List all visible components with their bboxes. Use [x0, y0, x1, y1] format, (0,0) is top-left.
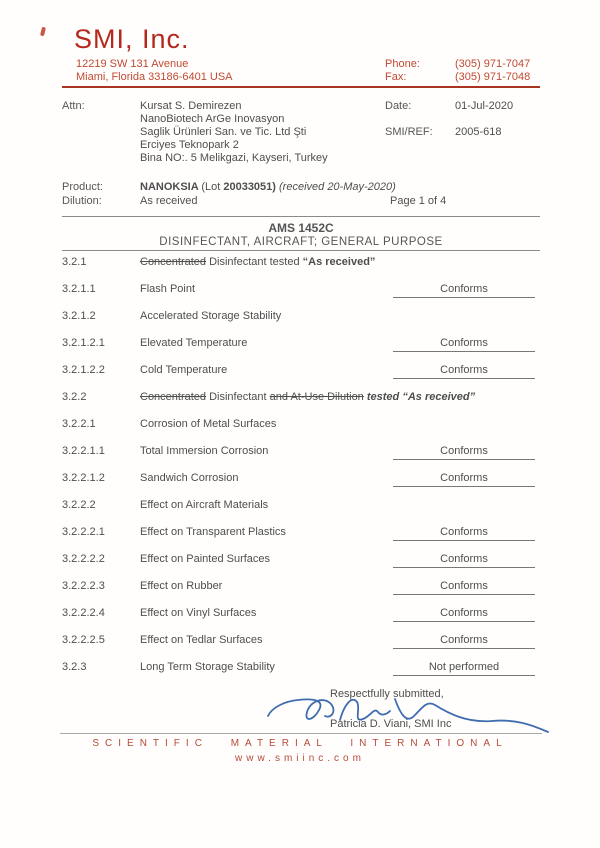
test-number: 3.2.1	[62, 256, 87, 268]
test-number: 3.2.2.2.3	[62, 580, 105, 592]
table-row	[62, 580, 540, 607]
text-segment: Total Immersion Corrosion	[140, 445, 269, 457]
test-description	[140, 661, 275, 673]
table-row	[62, 256, 540, 283]
test-result: Conforms	[393, 364, 535, 379]
test-description	[140, 580, 222, 592]
test-result: Conforms	[393, 283, 535, 298]
date-label: Date:	[385, 100, 412, 112]
table-row	[62, 499, 540, 526]
test-number: 3.2.2.1.1	[62, 445, 105, 457]
table-row	[62, 526, 540, 553]
test-description	[140, 445, 268, 457]
text-segment: Concentrated	[140, 391, 207, 403]
table-row	[62, 661, 540, 688]
test-description	[140, 391, 475, 403]
address-line-2: Miami, Florida 33186-6401 USA	[76, 71, 233, 83]
test-result: Conforms	[393, 472, 535, 487]
text-segment: tested “As received”	[366, 391, 476, 403]
text-segment: Effect on Aircraft Materials	[140, 499, 269, 511]
attn-line: Saglik Ürünleri San. ve Tic. Ltd Şti	[140, 126, 307, 138]
attn-lines	[140, 100, 328, 165]
test-number: 3.2.2.2.1	[62, 526, 105, 538]
text-segment: Disinfectant	[206, 391, 270, 403]
page-indicator: Page 1 of 4	[390, 195, 447, 207]
table-row	[62, 310, 540, 337]
text-segment: Flash Point	[140, 283, 196, 295]
text-segment: 20033051)	[223, 181, 276, 193]
test-number: 3.2.2.2.4	[62, 607, 105, 619]
test-number: 3.2.3	[62, 661, 87, 673]
text-segment: and At-Use Dilution	[269, 391, 364, 403]
test-result: Conforms	[393, 607, 535, 622]
contact-block	[385, 58, 530, 84]
test-result: Conforms	[393, 526, 535, 541]
text-segment: Corrosion of Metal Surfaces	[140, 418, 277, 430]
fax-row	[385, 71, 530, 84]
text-segment: Effect on Tedlar Surfaces	[140, 634, 263, 646]
test-description	[140, 634, 263, 646]
text-segment: Effect on Transparent Plastics	[140, 526, 286, 538]
attn-line: Erciyes Teknopark 2	[140, 139, 239, 151]
test-result: Conforms	[393, 580, 535, 595]
test-number: 3.2.1.2.2	[62, 364, 105, 376]
test-number: 3.2.1.2.1	[62, 337, 105, 349]
date-value: 01-Jul-2020	[455, 100, 514, 112]
company-name: SMI, Inc.	[74, 24, 190, 54]
signer-name: Patricia D. Viani, SMI Inc	[330, 718, 452, 730]
footer-website: www.smiinc.com	[235, 753, 365, 764]
company-address	[76, 58, 233, 84]
test-number: 3.2.2	[62, 391, 87, 403]
fax-label: Fax:	[385, 71, 407, 83]
text-segment: (received 20-May-2020)	[279, 181, 396, 193]
text-segment: Effect on Painted Surfaces	[140, 553, 271, 565]
text-segment: (Lot	[201, 181, 224, 193]
address-line-1: 12219 SW 131 Avenue	[76, 58, 189, 70]
text-segment: Disinfectant tested	[206, 256, 303, 268]
submitted-label: Respectfully submitted,	[330, 688, 444, 700]
test-table	[62, 256, 540, 688]
text-segment: “As received”	[302, 256, 376, 268]
test-description	[140, 607, 256, 619]
attn-line: NanoBiotech ArGe Inovasyon	[140, 113, 285, 125]
test-description	[140, 364, 227, 376]
text-segment: Elevated Temperature	[140, 337, 248, 349]
phone-value: (305) 971-7047	[455, 58, 531, 70]
table-row	[62, 472, 540, 499]
table-row	[62, 364, 540, 391]
text-segment: Cold Temperature	[140, 364, 228, 376]
test-number: 3.2.1.1	[62, 283, 96, 295]
text-segment: Effect on Rubber	[140, 580, 223, 592]
test-result: Conforms	[393, 337, 535, 352]
text-segment: Sandwich Corrosion	[140, 472, 239, 484]
table-row	[62, 553, 540, 580]
spec-bottom-rule	[62, 250, 540, 251]
test-number: 3.2.2.2.5	[62, 634, 105, 646]
phone-row	[385, 58, 530, 71]
test-number: 3.2.2.1.2	[62, 472, 105, 484]
table-row	[62, 634, 540, 661]
test-result: Conforms	[393, 553, 535, 568]
test-description	[140, 283, 195, 295]
test-number: 3.2.1.2	[62, 310, 96, 322]
test-result: Not performed	[393, 661, 535, 676]
test-description	[140, 337, 247, 349]
spec-subtitle: DISINFECTANT, AIRCRAFT; GENERAL PURPOSE	[159, 236, 443, 248]
test-description	[140, 310, 281, 322]
ref-value: 2005-618	[455, 126, 502, 138]
dilution-value: As received	[140, 195, 198, 207]
product-value	[140, 181, 396, 193]
test-description	[140, 256, 375, 268]
scan-artifact	[40, 27, 46, 37]
attn-line: Kursat S. Demirezen	[140, 100, 242, 112]
text-segment: Effect on Vinyl Surfaces	[140, 607, 257, 619]
text-segment: Long Term Storage Stability	[140, 661, 275, 673]
table-row	[62, 283, 540, 310]
product-label: Product:	[62, 181, 103, 193]
test-description	[140, 499, 268, 511]
test-number: 3.2.2.2.2	[62, 553, 105, 565]
test-result: Conforms	[393, 445, 535, 460]
test-description	[140, 418, 276, 430]
fax-value: (305) 971-7048	[455, 71, 531, 83]
table-row	[62, 418, 540, 445]
header-divider	[62, 86, 540, 88]
table-row	[62, 445, 540, 472]
test-result: Conforms	[393, 634, 535, 649]
footer-company-line: SCIENTIFIC MATERIAL INTERNATIONAL	[92, 738, 508, 749]
test-number: 3.2.2.2	[62, 499, 96, 511]
spec-title: AMS 1452C	[268, 221, 334, 235]
text-segment: NANOKSIA	[140, 181, 202, 193]
table-row	[62, 391, 540, 418]
attn-line: Bina NO:. 5 Melikgazi, Kayseri, Turkey	[140, 152, 328, 164]
dilution-label: Dilution:	[62, 195, 102, 207]
text-segment: Concentrated	[140, 256, 207, 268]
phone-label: Phone:	[385, 58, 420, 70]
table-row	[62, 607, 540, 634]
test-description	[140, 526, 286, 538]
spec-top-rule	[62, 216, 540, 217]
test-number: 3.2.2.1	[62, 418, 96, 430]
attn-label: Attn:	[62, 100, 85, 112]
test-description	[140, 553, 270, 565]
ref-label: SMI/REF:	[385, 126, 433, 138]
footer-divider	[60, 733, 542, 734]
text-segment: Accelerated Storage Stability	[140, 310, 282, 322]
test-description	[140, 472, 238, 484]
table-row	[62, 337, 540, 364]
